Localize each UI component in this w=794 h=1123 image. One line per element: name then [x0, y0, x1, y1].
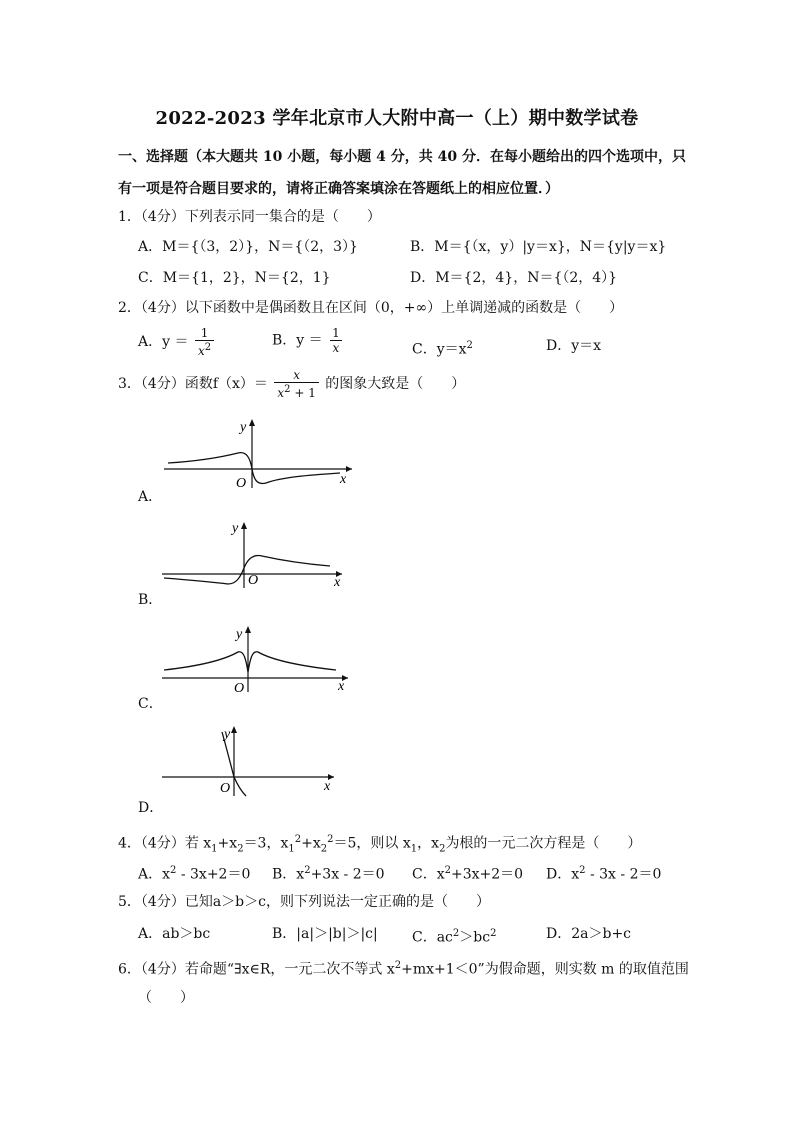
graph-a-y-arrow [249, 419, 255, 426]
q3-graph-d[interactable] [160, 722, 340, 798]
q4-option-d[interactable]: D．$x^2 - 3x - 2=0$ [546, 865, 662, 883]
q2-a-fraction [195, 326, 214, 358]
graph-d-x-label: x [324, 779, 331, 794]
q3-den: $x^2 + 1$ [274, 382, 318, 400]
q1-option-c[interactable]: C．M＝{1，2}，N＝{2，1} [138, 270, 331, 286]
q5-option-a[interactable]: A．ab＞bc [138, 926, 211, 942]
q3-fraction [274, 368, 318, 400]
q2-a-den: $x^2$ [195, 340, 214, 358]
graph-c-curve [164, 652, 336, 672]
graph-d-y-arrow [231, 726, 237, 733]
q2-a-prefix: A．y ＝ [138, 334, 189, 350]
section-header-line2: 有一项是符合题目要求的，请将正确答案填涂在答题纸上的相应位置．） [118, 181, 559, 197]
graph-c-origin: O [234, 681, 245, 694]
graph-c-y-label: y [236, 627, 243, 642]
q1-option-a[interactable]: A．M＝{（3，2）}，N＝{（2，3）} [138, 239, 358, 255]
q1-stem: 1．（4分）下列表示同一集合的是（ ） [118, 209, 381, 225]
graph-a-origin: O [236, 476, 247, 490]
q2-option-c[interactable] [412, 336, 473, 360]
graph-b-x-label: x [334, 575, 341, 590]
q4-option-a[interactable]: A．$x^2 - 3x+2=0$ [138, 865, 251, 883]
graph-d-origin: O [220, 781, 231, 796]
q2-stem: 2．（4分）以下函数中是偶函数且在区间（0，+∞）上单调递减的函数是（ ） [118, 300, 624, 316]
q2-b-fraction [329, 326, 343, 355]
q1-option-b[interactable]: B．M＝{（x，y）|y＝x}，N＝{y|y＝x} [410, 239, 667, 255]
q3-stem [118, 368, 465, 400]
q3-graph-c[interactable] [160, 622, 355, 694]
graph-c-y-arrow [245, 626, 251, 633]
graph-b-y-arrow [241, 522, 247, 529]
q2-b-prefix: B．y ＝ [272, 332, 323, 349]
graph-b-origin: O [248, 573, 259, 588]
q4-stem: 4．（4分）若 $x_1+x_2=3$，$x_1^2+x_2^2=5$，则以 $x_1$，$x_2$为根的一元二次方程是（ ） [118, 834, 642, 855]
q3-graph-b[interactable] [160, 518, 350, 590]
section-header-line1: 一、选择题（本大题共 10 小题，每小题 4 分，共 40 分．在每小题给出的四个选项中，只 [118, 149, 686, 165]
q3-graph-a[interactable] [160, 415, 360, 490]
q3-option-a[interactable]: A． [138, 489, 163, 505]
q2-b-num: 1 [332, 326, 340, 340]
graph-a-curve [168, 453, 340, 484]
q5-stem: 5．（4分）已知a＞b＞c，则下列说法一定正确的是（ ） [118, 894, 490, 910]
q2-c-text: C．y＝x [412, 341, 467, 358]
q3-prefix: 3．（4分）函数f（x）＝ [118, 376, 268, 392]
q2-c-sup: 2 [466, 340, 473, 351]
q3-option-b[interactable]: B． [138, 592, 163, 608]
q5-option-b[interactable]: B．|a|＞|b|＞|c| [272, 926, 378, 942]
q5-option-c[interactable]: C．$ac^2>bc^2$ [412, 928, 497, 946]
graph-b-y-label: y [232, 521, 239, 536]
q3-num: x [293, 368, 300, 382]
q1-option-d[interactable]: D．M＝{2，4}，N＝{（2，4）} [410, 270, 618, 286]
q6-answer-paren: （ ） [138, 990, 194, 1006]
graph-a-x-label: x [340, 472, 347, 487]
q2-option-b[interactable] [272, 326, 345, 355]
page-title: 2022-2023 学年北京市人大附中高一（上）期中数学试卷 [155, 108, 639, 129]
q5-option-d[interactable]: D．2a＞b+c [546, 926, 632, 942]
graph-b-curve [164, 556, 330, 585]
q2-a-num: 1 [200, 326, 209, 340]
graph-a-y-label: y [240, 420, 247, 435]
q2-b-den: x [330, 340, 343, 355]
graph-c-x-label: x [338, 679, 345, 694]
q2-option-a[interactable] [138, 326, 216, 358]
q3-suffix: 的图象大致是（ ） [325, 376, 466, 392]
q3-option-d[interactable]: D． [138, 800, 164, 816]
q4-option-c[interactable]: C．$x^2+3x+2=0$ [412, 865, 524, 883]
graph-d-y-label: y [224, 727, 231, 742]
q6-stem: 6．（4分）若命题“∃x∈R，一元二次不等式 $x^2+mx+1<0$”为假命题，则实数 m 的取值范围 [118, 960, 689, 978]
q3-option-c[interactable]: C． [138, 696, 163, 712]
q2-option-d[interactable]: D．y＝x [546, 338, 602, 354]
q4-option-b[interactable]: B．$x^2+3x - 2=0$ [272, 865, 385, 883]
graph-a-x-arrow [346, 466, 352, 472]
